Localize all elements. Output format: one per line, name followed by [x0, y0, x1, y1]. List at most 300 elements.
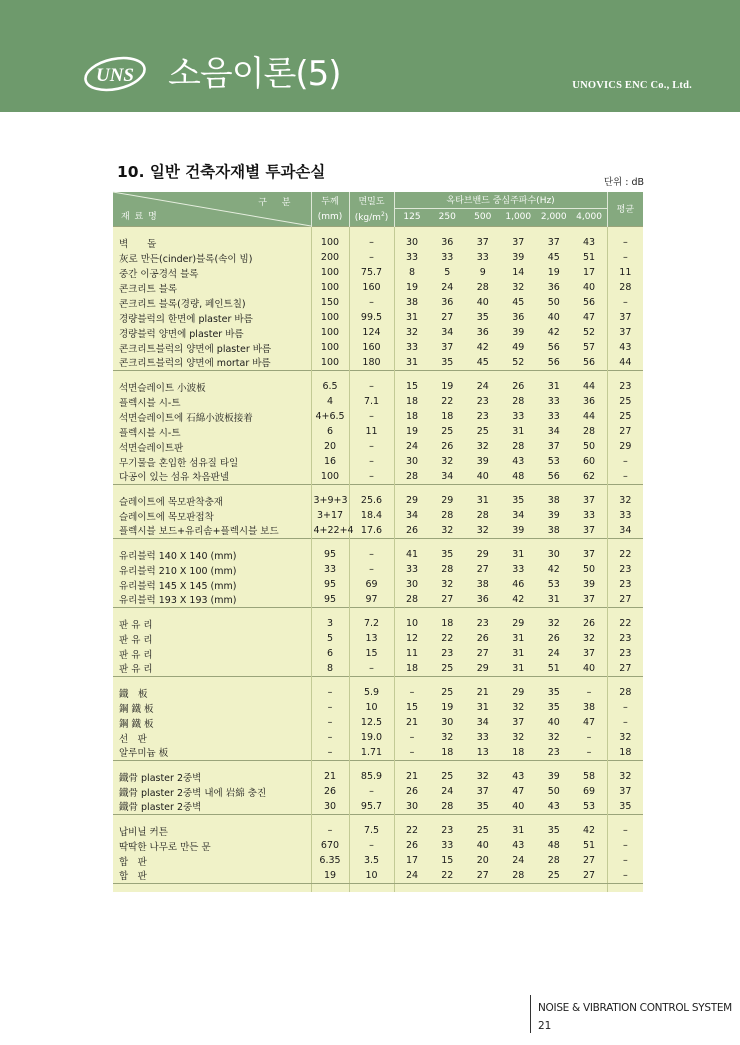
- density-cell: –: [349, 439, 394, 454]
- density-cell: –: [349, 562, 394, 577]
- padding-cell: [430, 883, 466, 892]
- density-unit: $(kg/m^2)$: [349, 208, 394, 226]
- average-header: 평균: [607, 192, 643, 226]
- tl-2000-cell: 32: [536, 730, 572, 745]
- material-name-cell: 판 유 리: [113, 646, 311, 661]
- tl-average-cell: –: [607, 250, 643, 265]
- table-body: [113, 226, 643, 892]
- table-row: [113, 424, 643, 439]
- separator-cell: [394, 538, 430, 547]
- tl-2000-cell: 39: [536, 508, 572, 523]
- tl-average-cell: 37: [607, 784, 643, 799]
- padding-cell: [311, 883, 349, 892]
- tl-250-cell: 37: [430, 340, 466, 355]
- unit-label: 단위 : dB: [603, 177, 644, 188]
- material-name-cell: 납비닐 커튼: [113, 823, 311, 838]
- material-name-cell: 鐵骨 plaster 2중벽: [113, 769, 311, 784]
- tl-500-cell: 13: [465, 745, 501, 760]
- density-cell: 13: [349, 631, 394, 646]
- tl-1000-cell: 33: [501, 562, 537, 577]
- company-name: UNOVICS ENC Co., Ltd.: [572, 80, 692, 91]
- separator-cell: [349, 370, 394, 379]
- freq-header-250: 250: [430, 208, 466, 226]
- tl-250-cell: 23: [430, 646, 466, 661]
- tl-500-cell: 25: [465, 424, 501, 439]
- tl-250-cell: 5: [430, 265, 466, 280]
- thickness-cell: 6: [311, 424, 349, 439]
- density-header: 면밀도: [349, 192, 394, 208]
- tl-250-cell: 32: [430, 454, 466, 469]
- tl-2000-cell: 38: [536, 493, 572, 508]
- thickness-cell: 95: [311, 547, 349, 562]
- density-cell: 11: [349, 424, 394, 439]
- material-name-cell: 슬레이트에 목모판접착: [113, 508, 311, 523]
- material-name-cell: 유리블럭 210 X 100 (mm): [113, 562, 311, 577]
- thickness-cell: 100: [311, 355, 349, 370]
- separator-cell: [572, 760, 608, 769]
- tl-4000-cell: 37: [572, 523, 608, 538]
- tl-125-cell: –: [394, 745, 430, 760]
- tl-250-cell: 18: [430, 616, 466, 631]
- tl-1000-cell: 43: [501, 838, 537, 853]
- freq-header-125: 125: [394, 208, 430, 226]
- separator-cell: [394, 226, 430, 235]
- material-name-cell: 플렉시블 보드+유리솜+플렉시블 보드: [113, 523, 311, 538]
- transmission-loss-table: [113, 192, 643, 892]
- tl-2000-cell: 42: [536, 562, 572, 577]
- tl-4000-cell: 51: [572, 250, 608, 265]
- tl-4000-cell: 44: [572, 409, 608, 424]
- material-name-cell: 판 유 리: [113, 661, 311, 676]
- separator-cell: [311, 607, 349, 616]
- tl-500-cell: 35: [465, 799, 501, 814]
- thickness-cell: 3+9+3: [311, 493, 349, 508]
- separator-cell: [349, 538, 394, 547]
- tl-2000-cell: 25: [536, 868, 572, 883]
- thickness-cell: –: [311, 823, 349, 838]
- tl-4000-cell: 37: [572, 547, 608, 562]
- separator-cell: [394, 607, 430, 616]
- separator-cell: [349, 607, 394, 616]
- separator-cell: [113, 484, 311, 493]
- thickness-cell: 4+6.5: [311, 409, 349, 424]
- tl-average-cell: –: [607, 868, 643, 883]
- tl-average-cell: 27: [607, 661, 643, 676]
- table-row: [113, 616, 643, 631]
- separator-cell: [465, 538, 501, 547]
- tl-2000-cell: 35: [536, 685, 572, 700]
- tl-2000-cell: 56: [536, 340, 572, 355]
- tl-1000-cell: 29: [501, 685, 537, 700]
- tl-2000-cell: 50: [536, 784, 572, 799]
- tl-500-cell: 35: [465, 310, 501, 325]
- tl-1000-cell: 45: [501, 295, 537, 310]
- tl-500-cell: 27: [465, 562, 501, 577]
- tl-500-cell: 36: [465, 325, 501, 340]
- tl-average-cell: –: [607, 700, 643, 715]
- tl-2000-cell: 32: [536, 616, 572, 631]
- tl-2000-cell: 38: [536, 523, 572, 538]
- table-row: [113, 769, 643, 784]
- tl-average-cell: 43: [607, 340, 643, 355]
- tl-4000-cell: 37: [572, 493, 608, 508]
- tl-250-cell: 27: [430, 310, 466, 325]
- tl-500-cell: 40: [465, 469, 501, 484]
- material-name-cell: 콘크리트 블록: [113, 280, 311, 295]
- tl-500-cell: 32: [465, 769, 501, 784]
- tl-250-cell: 28: [430, 508, 466, 523]
- thickness-cell: 100: [311, 469, 349, 484]
- separator-cell: [311, 370, 349, 379]
- separator-cell: [394, 676, 430, 685]
- tl-average-cell: 22: [607, 547, 643, 562]
- tl-125-cell: 18: [394, 661, 430, 676]
- tl-1000-cell: 40: [501, 799, 537, 814]
- tl-2000-cell: 19: [536, 265, 572, 280]
- tl-2000-cell: 48: [536, 838, 572, 853]
- tl-250-cell: 26: [430, 439, 466, 454]
- tl-500-cell: 26: [465, 631, 501, 646]
- separator-cell: [572, 814, 608, 823]
- separator-cell: [430, 484, 466, 493]
- tl-1000-cell: 48: [501, 469, 537, 484]
- separator-cell: [311, 676, 349, 685]
- tl-2000-cell: 28: [536, 853, 572, 868]
- material-name-cell: 플렉시블 시-트: [113, 424, 311, 439]
- thickness-cell: 100: [311, 310, 349, 325]
- corner-category-label: 구 분: [258, 198, 297, 208]
- tl-1000-cell: 28: [501, 439, 537, 454]
- separator-cell: [349, 484, 394, 493]
- tl-125-cell: 21: [394, 769, 430, 784]
- material-name-cell: 중간 이공경석 블록: [113, 265, 311, 280]
- tl-1000-cell: 46: [501, 577, 537, 592]
- separator-cell: [607, 226, 643, 235]
- tl-average-cell: 23: [607, 631, 643, 646]
- tl-4000-cell: –: [572, 685, 608, 700]
- table-row: [113, 730, 643, 745]
- tl-500-cell: 39: [465, 454, 501, 469]
- tl-250-cell: 35: [430, 547, 466, 562]
- tl-2000-cell: 50: [536, 295, 572, 310]
- tl-1000-cell: 31: [501, 547, 537, 562]
- tl-125-cell: 26: [394, 784, 430, 799]
- material-name-cell: 다공이 있는 섬유 차음판넬: [113, 469, 311, 484]
- table-row: [113, 454, 643, 469]
- tl-1000-cell: 31: [501, 661, 537, 676]
- tl-1000-cell: 39: [501, 325, 537, 340]
- tl-250-cell: 25: [430, 661, 466, 676]
- tl-4000-cell: 50: [572, 562, 608, 577]
- thickness-cell: 19: [311, 868, 349, 883]
- density-cell: –: [349, 454, 394, 469]
- tl-250-cell: 29: [430, 493, 466, 508]
- tl-2000-cell: 35: [536, 700, 572, 715]
- separator-cell: [394, 484, 430, 493]
- separator-cell: [607, 538, 643, 547]
- tl-average-cell: –: [607, 838, 643, 853]
- tl-125-cell: 15: [394, 379, 430, 394]
- material-name-cell: 합 판: [113, 868, 311, 883]
- tl-2000-cell: 53: [536, 577, 572, 592]
- tl-2000-cell: 37: [536, 235, 572, 250]
- table-row: [113, 379, 643, 394]
- freq-header-500: 500: [465, 208, 501, 226]
- padding-cell: [465, 883, 501, 892]
- material-name-cell: 합 판: [113, 853, 311, 868]
- tl-average-cell: 22: [607, 616, 643, 631]
- tl-250-cell: 19: [430, 379, 466, 394]
- table-row: [113, 235, 643, 250]
- padding-cell: [349, 883, 394, 892]
- tl-1000-cell: 26: [501, 379, 537, 394]
- table-row: [113, 562, 643, 577]
- separator-cell: [430, 538, 466, 547]
- tl-125-cell: 10: [394, 616, 430, 631]
- tl-250-cell: 34: [430, 325, 466, 340]
- table-row: [113, 853, 643, 868]
- tl-2000-cell: 34: [536, 424, 572, 439]
- tl-250-cell: 23: [430, 823, 466, 838]
- tl-500-cell: 27: [465, 868, 501, 883]
- tl-500-cell: 34: [465, 715, 501, 730]
- tl-1000-cell: 37: [501, 715, 537, 730]
- table-row: [113, 745, 643, 760]
- separator-cell: [113, 814, 311, 823]
- table-row: [113, 280, 643, 295]
- thickness-cell: 3: [311, 616, 349, 631]
- section-title: 10. 일반 건축자재별 투과손실: [117, 163, 326, 181]
- separator-cell: [430, 814, 466, 823]
- material-name-cell: 콘크리트블럭의 양면에 plaster 바름: [113, 340, 311, 355]
- tl-125-cell: 32: [394, 325, 430, 340]
- tl-250-cell: 32: [430, 730, 466, 745]
- tl-125-cell: 26: [394, 523, 430, 538]
- separator-cell: [501, 814, 537, 823]
- material-name-cell: 무기물을 혼입한 섬유질 타일: [113, 454, 311, 469]
- tl-2000-cell: 23: [536, 745, 572, 760]
- tl-4000-cell: 56: [572, 295, 608, 310]
- separator-cell: [501, 484, 537, 493]
- tl-4000-cell: 39: [572, 577, 608, 592]
- tl-average-cell: 23: [607, 646, 643, 661]
- tl-1000-cell: 32: [501, 280, 537, 295]
- separator-cell: [536, 370, 572, 379]
- tl-250-cell: 35: [430, 355, 466, 370]
- tl-4000-cell: 27: [572, 868, 608, 883]
- tl-average-cell: 37: [607, 325, 643, 340]
- tl-average-cell: 25: [607, 394, 643, 409]
- tl-average-cell: 33: [607, 508, 643, 523]
- thickness-cell: 33: [311, 562, 349, 577]
- tl-1000-cell: 35: [501, 493, 537, 508]
- tl-2000-cell: 42: [536, 325, 572, 340]
- tl-4000-cell: 58: [572, 769, 608, 784]
- density-cell: 17.6: [349, 523, 394, 538]
- separator-cell: [572, 484, 608, 493]
- group-separator: [113, 607, 643, 616]
- separator-cell: [113, 538, 311, 547]
- separator-cell: [311, 814, 349, 823]
- tl-250-cell: 33: [430, 838, 466, 853]
- tl-125-cell: 41: [394, 547, 430, 562]
- tl-500-cell: 28: [465, 508, 501, 523]
- tl-250-cell: 27: [430, 592, 466, 607]
- separator-cell: [430, 370, 466, 379]
- tl-4000-cell: 47: [572, 310, 608, 325]
- separator-cell: [430, 607, 466, 616]
- tl-4000-cell: 52: [572, 325, 608, 340]
- group-separator: [113, 760, 643, 769]
- tl-2000-cell: 39: [536, 769, 572, 784]
- tl-2000-cell: 53: [536, 454, 572, 469]
- tl-500-cell: 24: [465, 379, 501, 394]
- group-separator: [113, 370, 643, 379]
- tl-2000-cell: 56: [536, 469, 572, 484]
- separator-cell: [536, 607, 572, 616]
- tl-500-cell: 45: [465, 355, 501, 370]
- tl-average-cell: 34: [607, 523, 643, 538]
- material-name-cell: 콘크리트 블록(경량, 페인트칠): [113, 295, 311, 310]
- tl-2000-cell: 37: [536, 439, 572, 454]
- tl-250-cell: 18: [430, 409, 466, 424]
- tl-500-cell: 40: [465, 295, 501, 310]
- tl-500-cell: 23: [465, 616, 501, 631]
- separator-cell: [501, 226, 537, 235]
- tl-1000-cell: 24: [501, 853, 537, 868]
- density-cell: 19.0: [349, 730, 394, 745]
- tl-1000-cell: 31: [501, 823, 537, 838]
- density-cell: 7.2: [349, 616, 394, 631]
- tl-4000-cell: 60: [572, 454, 608, 469]
- material-name-cell: 선 판: [113, 730, 311, 745]
- tl-125-cell: 18: [394, 394, 430, 409]
- table-row: [113, 355, 643, 370]
- separator-cell: [572, 538, 608, 547]
- tl-4000-cell: 17: [572, 265, 608, 280]
- separator-cell: [465, 607, 501, 616]
- tl-2000-cell: 40: [536, 310, 572, 325]
- separator-cell: [465, 484, 501, 493]
- tl-500-cell: 20: [465, 853, 501, 868]
- tl-1000-cell: 47: [501, 784, 537, 799]
- tl-4000-cell: 53: [572, 799, 608, 814]
- tl-500-cell: 25: [465, 823, 501, 838]
- separator-cell: [536, 484, 572, 493]
- density-cell: 1.71: [349, 745, 394, 760]
- tl-250-cell: 22: [430, 868, 466, 883]
- tl-250-cell: 22: [430, 394, 466, 409]
- page-header: [0, 0, 740, 112]
- density-cell: 180: [349, 355, 394, 370]
- tl-1000-cell: 14: [501, 265, 537, 280]
- tl-4000-cell: 69: [572, 784, 608, 799]
- tl-1000-cell: 42: [501, 592, 537, 607]
- tl-average-cell: 35: [607, 799, 643, 814]
- separator-cell: [607, 484, 643, 493]
- tl-125-cell: 28: [394, 592, 430, 607]
- thickness-cell: 150: [311, 295, 349, 310]
- tl-125-cell: 30: [394, 799, 430, 814]
- density-cell: 10: [349, 700, 394, 715]
- tl-4000-cell: 26: [572, 616, 608, 631]
- thickness-cell: 100: [311, 280, 349, 295]
- tl-1000-cell: 31: [501, 646, 537, 661]
- tl-average-cell: 32: [607, 769, 643, 784]
- padding-cell: [394, 883, 430, 892]
- tl-250-cell: 19: [430, 700, 466, 715]
- tl-4000-cell: 47: [572, 715, 608, 730]
- separator-cell: [572, 226, 608, 235]
- tl-2000-cell: 24: [536, 646, 572, 661]
- material-name-cell: 유리블럭 193 X 193 (mm): [113, 592, 311, 607]
- thickness-cell: 5: [311, 631, 349, 646]
- group-separator: [113, 226, 643, 235]
- material-name-cell: 플렉시블 시-트: [113, 394, 311, 409]
- separator-cell: [465, 370, 501, 379]
- tl-250-cell: 24: [430, 784, 466, 799]
- table-row: [113, 631, 643, 646]
- tl-500-cell: 29: [465, 661, 501, 676]
- thickness-unit: (mm): [311, 208, 349, 226]
- freq-header-2000: 2,000: [536, 208, 572, 226]
- tl-1000-cell: 33: [501, 409, 537, 424]
- density-cell: –: [349, 784, 394, 799]
- tl-average-cell: 25: [607, 409, 643, 424]
- separator-cell: [311, 226, 349, 235]
- tl-1000-cell: 28: [501, 868, 537, 883]
- group-separator: [113, 484, 643, 493]
- separator-cell: [501, 760, 537, 769]
- table-row: [113, 784, 643, 799]
- tl-500-cell: 28: [465, 280, 501, 295]
- thickness-cell: 200: [311, 250, 349, 265]
- svg-text:UNS: UNS: [95, 65, 135, 86]
- separator-cell: [536, 538, 572, 547]
- table-row: [113, 265, 643, 280]
- tl-250-cell: 25: [430, 424, 466, 439]
- separator-cell: [536, 226, 572, 235]
- tl-4000-cell: 43: [572, 235, 608, 250]
- tl-500-cell: 31: [465, 700, 501, 715]
- tl-2000-cell: 43: [536, 799, 572, 814]
- tl-1000-cell: 32: [501, 730, 537, 745]
- tl-500-cell: 33: [465, 250, 501, 265]
- tl-average-cell: 27: [607, 592, 643, 607]
- separator-cell: [113, 676, 311, 685]
- tl-1000-cell: 37: [501, 235, 537, 250]
- tl-250-cell: 22: [430, 631, 466, 646]
- tl-250-cell: 32: [430, 577, 466, 592]
- tl-4000-cell: –: [572, 730, 608, 745]
- tl-125-cell: 30: [394, 454, 430, 469]
- thickness-cell: 100: [311, 340, 349, 355]
- tl-125-cell: 18: [394, 409, 430, 424]
- table-row: [113, 685, 643, 700]
- separator-cell: [113, 370, 311, 379]
- tl-500-cell: 23: [465, 394, 501, 409]
- separator-cell: [465, 760, 501, 769]
- separator-cell: [572, 676, 608, 685]
- tl-2000-cell: 56: [536, 355, 572, 370]
- tl-4000-cell: 50: [572, 439, 608, 454]
- material-name-cell: 경량블럭 양면에 plaster 바름: [113, 325, 311, 340]
- thickness-cell: –: [311, 745, 349, 760]
- separator-cell: [465, 814, 501, 823]
- table-row: [113, 325, 643, 340]
- thickness-cell: 16: [311, 454, 349, 469]
- tl-250-cell: 18: [430, 745, 466, 760]
